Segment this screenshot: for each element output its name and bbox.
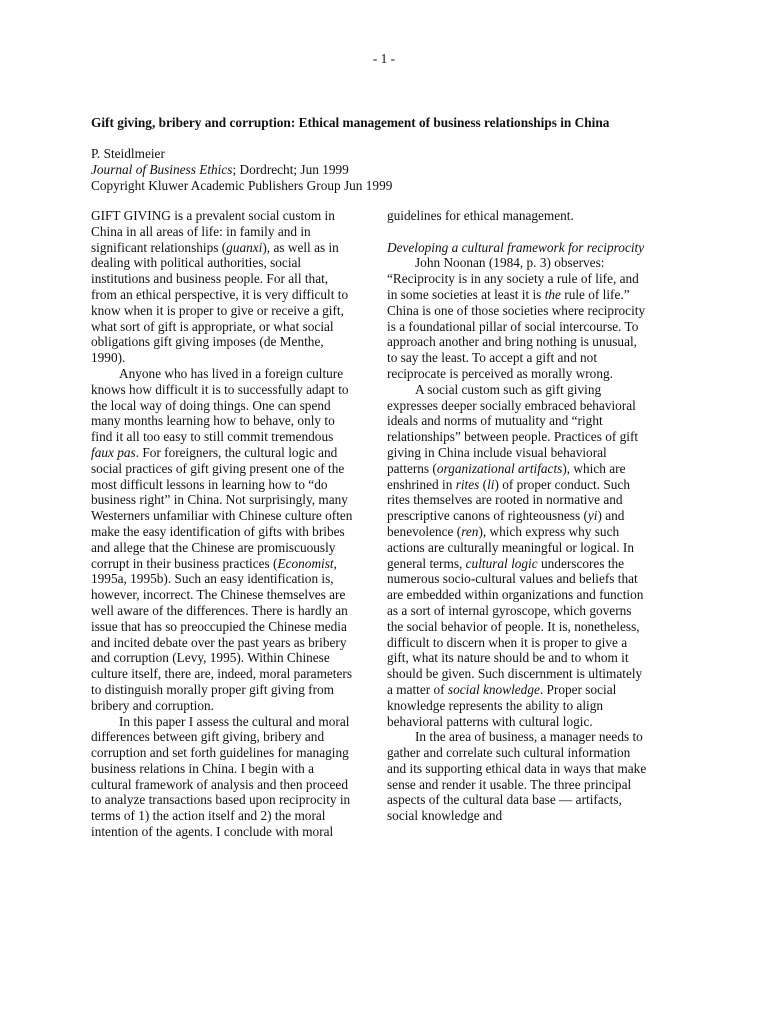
italic-run: organizational artifacts: [436, 460, 563, 476]
text-run: . For foreigners, the cultural logic and social practices of gift giving present one of the most difficult lessons in learning how to “do business right” in China. Not surprisingly, many Westerners unfamiliar with Chinese culture often make the easy identification of gifts with bribes and allege that the Chinese are promiscuously corrupt in their business practices (: [91, 444, 353, 571]
journal-line: [91, 162, 711, 178]
italic-run: guanxi: [226, 239, 263, 255]
page-number: - 1 -: [372, 51, 396, 66]
italic-run: yi: [587, 508, 598, 524]
text-run: A social custom such as gift giving expresses deeper socially embraced behavioral ideals and norms of mutuality and “right relationships” between people. Practices of gift giving in China include visual behavioral patterns (: [387, 381, 639, 476]
author: P. Steidlmeier: [91, 146, 165, 161]
text-run: ), which express why such actions are culturally meaningful or logical. In general terms,: [387, 523, 635, 571]
text-run: GIFT GIVING is a prevalent social custom in China in all areas of life: in family and in significant relationships (: [91, 208, 335, 255]
italic-run: faux pas: [91, 444, 136, 460]
italic-run: the: [544, 286, 561, 302]
section-heading: Developing a cultural framework for reciprocity: [387, 239, 645, 255]
text-run: ) of proper conduct. Such rites themselves are rooted in normative and prescriptive canons of righteousness (: [387, 476, 630, 524]
text-run: underscores the numerous socio-cultural values and beliefs that are embedded within organizations and function as a sort of internal gyroscope, which governs the social behavior of people. It is, nonetheless, difficult to discern when it is proper to give a gift, what its nature should be and to whom it should be given. Such discernment is ultimately a matter of: [387, 555, 644, 697]
italic-run: cultural logic: [465, 555, 538, 571]
text-run: rule of life.” China is one of those societies where reciprocity is a foundational pillar of social intercourse. To approach another and bring nothing is unusual, to say the least. To accept a gift and not reciprocate is perceived as morally wrong.: [387, 286, 646, 381]
paragraph: In the area of business, a manager needs to gather and correlate such cultural information and its supporting ethical data in ways that make sense and render it usable. The three principal aspects of the cultural data base — artifacts, social knowledge and: [387, 729, 647, 824]
paragraph: In this paper I assess the cultural and moral differences between gift giving, bribery and corruption and set forth guidelines for managing business relations in China. I begin with a cultural framework of analysis and then proceed to analyze transactions based upon reciprocity in terms of 1) the action itself and 2) the moral intention of the agents. I conclude with moral: [91, 713, 351, 840]
journal-name: Journal of Business Ethics: [91, 161, 233, 177]
right-column: [387, 208, 649, 824]
paragraph: [387, 382, 649, 730]
text-run: . Proper social knowledge represents the ability to align behavioral patterns with cultural logic.: [387, 681, 617, 729]
italic-run: Economist: [277, 555, 334, 571]
left-column: [91, 208, 356, 840]
text-run: ) and benevolence (: [387, 508, 625, 539]
text-run: , 1995a, 1995b). Such an easy identification is, however, incorrect. The Chinese themselves are well aware of the differences. There is hardly an issue that has so preoccupied the Chinese media and incited debate over the past years as bribery and corruption (Levy, 1995). Within Chinese culture itself, there are, indeed, moral parameters to distinguish morally proper gift giving from bribery and corruption.: [91, 555, 353, 713]
text-run: ), as well as in dealing with political authorities, social institutions and business people. For all that, from an ethical perspective, it is very difficult to know when it is proper to give or receive a gift, what sort of gift is appropriate, or what social obligations gift giving imposes (de Menthe, 1990).: [91, 239, 349, 366]
paragraph: [387, 255, 649, 381]
paragraph: [91, 208, 356, 366]
text-run: (: [479, 476, 488, 492]
italic-run: ren: [461, 523, 479, 539]
italic-run: li: [487, 476, 495, 492]
article-title: Gift giving, bribery and corruption: Ethical management of business relationships in China: [91, 115, 610, 130]
journal-details: ; Dordrecht; Jun 1999: [232, 161, 349, 177]
copyright: Copyright Kluwer Academic Publishers Group Jun 1999: [91, 177, 393, 193]
paragraph: [91, 366, 356, 714]
text-run: Anyone who has lived in a foreign culture knows how difficult it is to successfully adapt to the local way of doing things. One can spend many months learning how to behave, only to find it all too easy to still commit tremendous: [91, 365, 349, 445]
italic-run: social knowledge: [447, 681, 540, 697]
paragraph: guidelines for ethical management.: [387, 208, 574, 223]
text-run: John Noonan (1984, p. 3) observes: “Reciprocity is in any society a rule of life, and in some societies at least it is: [387, 255, 639, 302]
text-run: ), which are enshrined in: [387, 460, 626, 492]
italic-run: rites: [455, 476, 480, 492]
article-meta: [91, 146, 711, 193]
